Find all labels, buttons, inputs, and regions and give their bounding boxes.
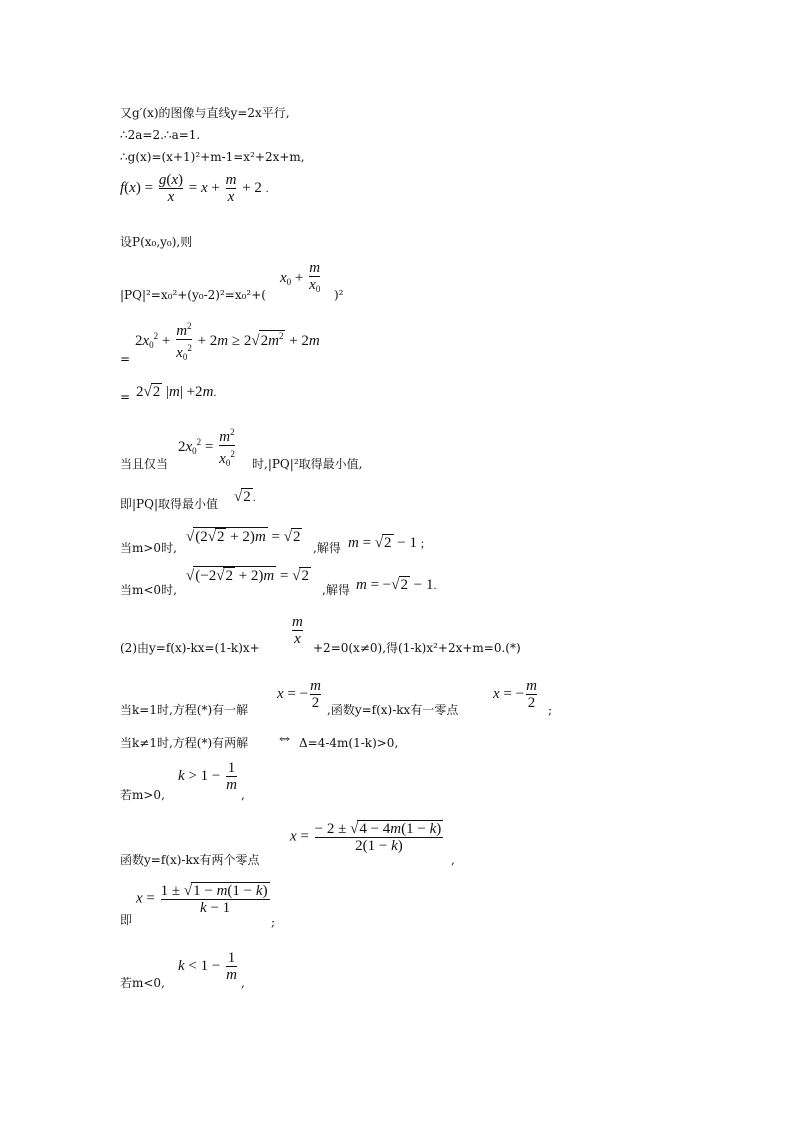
text-line: 若m>0, [120,788,165,802]
text-line: 当m<0时, [120,583,177,597]
text-line: 又g′(x)的图像与直线y=2x平行, [120,106,290,120]
text-line: )² [334,288,344,302]
iff-arrow-icon: ⇔ [276,728,293,747]
formula-k-greater: k > 1 − $\frac{1}{m}$ [178,760,237,793]
text-line: 当k≠1时,方程(*)有两解 [120,736,249,750]
formula-case-m-positive: √(2√2 + 2)m = √2 [186,529,301,545]
formula-roots: x = $\frac{- 2 \pm √4 - 4m(1 - k)}{2(1 - k)}$ [290,821,442,854]
text-line: Δ=4-4m(1-k)>0, [299,736,399,750]
text-line: 当且仅当 [120,457,169,471]
formula-sqrt2: √2 . [234,489,256,505]
formula-fx: f(x) = $\frac{g(x)}{x}$ = x + $\frac{m}{x}$ + 2 . [120,172,269,205]
formula-roots-simplified: x = $\frac{1 \pm √1 - m(1 - k)}{k - 1}$ [136,883,268,916]
text-line: ; [271,915,276,929]
text-line: , [451,853,455,867]
text-line: (2)由y=f(x)-kx=(1-k)x+ [120,641,260,655]
text-line: ∴g(x)=(x+1)²+m-1=x²+2x+m, [120,150,305,164]
formula-k-less: k < 1 − $\frac{1}{m}$ [178,950,237,983]
text-line: ∴2a=2.∴a=1. [120,128,201,142]
formula-inequality: $2x_0^2$ + $\frac{m^2}{x_0^2}$ + $2m \ge 2√2m^2 + 2m$ [135,318,320,365]
text-line: 函数y=f(x)-kx有两个零点 [120,853,260,867]
text-line: ,函数y=f(x)-kx有一零点 [327,703,459,717]
text-line: +2=0(x≠0),得(1-k)x²+2x+m=0.(*) [313,641,521,655]
formula-min-value: 2√2 |m| +2m. [136,384,217,400]
text-line: |PQ|²=x₀²+(y₀-2)²=x₀²+( [120,288,266,302]
formula-x-minus-m-over-2: x = − $\frac{m}{2}$ [493,678,537,711]
formula-equality-condition: $2x_0^2$ = $\frac{m^2}{x_0^2}$ [178,424,237,471]
text-line: 当m>0时, [120,541,177,555]
formula-case-m-negative: √(−2√2 + 2)m = √2 [186,568,309,584]
text-line: ,解得 [313,541,341,555]
text-line: = [120,390,131,404]
formula-m-over-x: $\frac{m}{x}$ [292,614,303,647]
text-line: ,解得 [322,583,350,597]
formula-m-solution-1: m = √2 − 1 ; [348,535,425,551]
text-line: , [241,788,245,802]
formula-x0-plus-m-over-x0: $x_0$ + $\frac{m}{x_0}$ [280,260,322,297]
text-line: 设P(x₀,y₀),则 [120,235,193,249]
text-line: = [120,352,131,366]
text-line: ; [548,703,553,717]
text-line: 时,|PQ|²取得最小值, [252,457,363,471]
formula-m-solution-2: m = −√2 − 1. [356,577,437,593]
text-line: 即|PQ|取得最小值 [120,497,218,511]
text-line: , [241,976,245,990]
text-line: 若m<0, [120,976,165,990]
formula-x-minus-m-over-2: x = − $\frac{m}{2}$ [277,678,321,711]
text-line: 即 [120,913,133,927]
text-line: 当k=1时,方程(*)有一解 [120,703,249,717]
